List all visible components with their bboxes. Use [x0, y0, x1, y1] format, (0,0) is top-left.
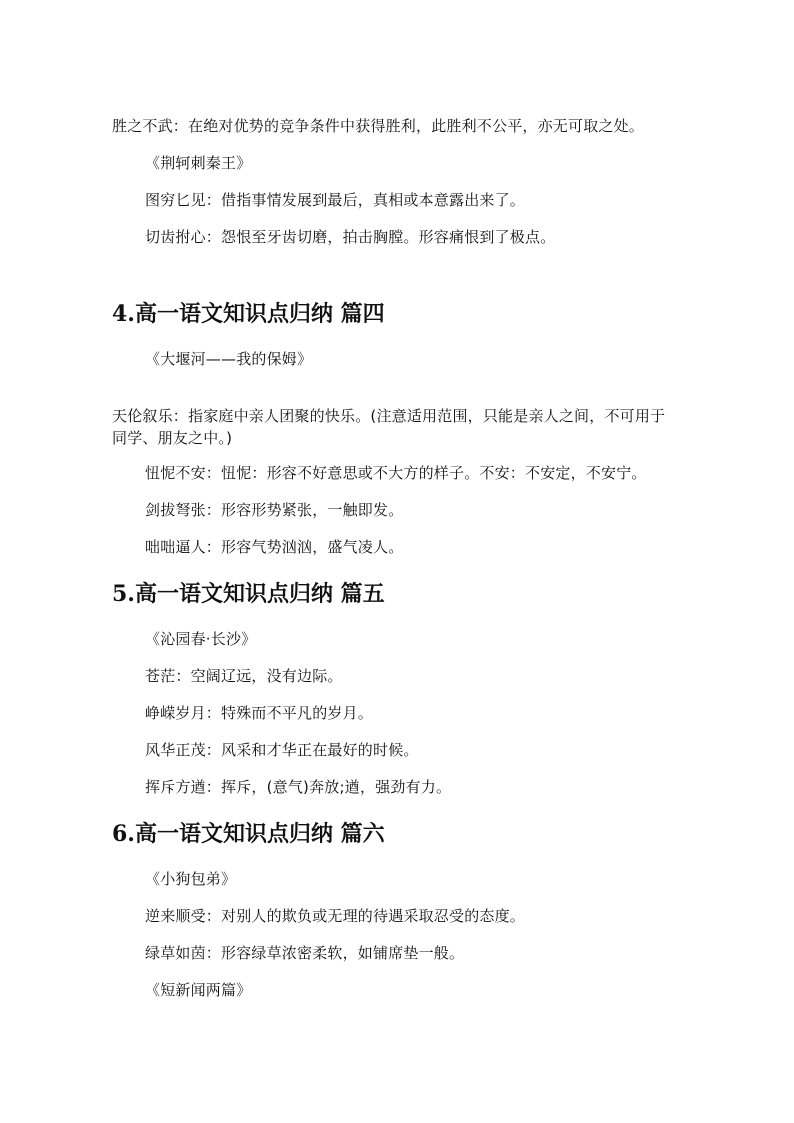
paragraph: 天伦叙乐：指家庭中亲人团聚的快乐。(注意适用范围，只能是亲人之间，不可用于同学、朋友之中。) — [112, 407, 666, 447]
heading-part-4: 4.高一语文知识点归纳 篇四 — [112, 301, 385, 327]
paragraph: 峥嵘岁月：特殊而不平凡的岁月。 — [145, 704, 374, 722]
paragraph: 逆来顺受：对别人的欺负或无理的待遇采取忍受的态度。 — [145, 907, 526, 925]
paragraph: 绿草如茵：形容绿草浓密柔软，如铺席垫一般。 — [145, 944, 465, 962]
paragraph: 苍茫：空阔辽远，没有边际。 — [145, 667, 343, 685]
section-title: 《沁园春·长沙》 — [145, 630, 257, 648]
heading-part-6: 6.高一语文知识点归纳 篇六 — [112, 821, 385, 847]
section-title: 《短新闻两篇》 — [145, 981, 252, 999]
paragraph: 胜之不武：在绝对优势的竞争条件中获得胜利，此胜利不公平，亦无可取之处。 — [112, 117, 645, 135]
section-title: 《大堰河——我的保姆》 — [145, 350, 313, 368]
paragraph: 挥斥方遒：挥斥，(意气)奔放;遒，强劲有力。 — [145, 778, 452, 796]
section-title: 《小狗包弟》 — [145, 870, 237, 888]
paragraph: 忸怩不安：忸怩：形容不好意思或不大方的样子。不安：不安定，不安宁。 — [145, 464, 647, 482]
paragraph: 咄咄逼人：形容气势汹汹，盛气凌人。 — [145, 538, 404, 556]
section-title: 《荆轲刺秦王》 — [145, 154, 252, 172]
paragraph: 切齿拊心：怨恨至牙齿切磨，拍击胸膛。形容痛恨到了极点。 — [145, 228, 556, 246]
paragraph: 图穷匕见：借指事情发展到最后，真相或本意露出来了。 — [145, 191, 526, 209]
heading-part-5: 5.高一语文知识点归纳 篇五 — [112, 581, 385, 607]
paragraph: 风华正茂：风采和才华正在最好的时候。 — [145, 741, 419, 759]
paragraph: 剑拔弩张：形容形势紧张，一触即发。 — [145, 501, 404, 519]
